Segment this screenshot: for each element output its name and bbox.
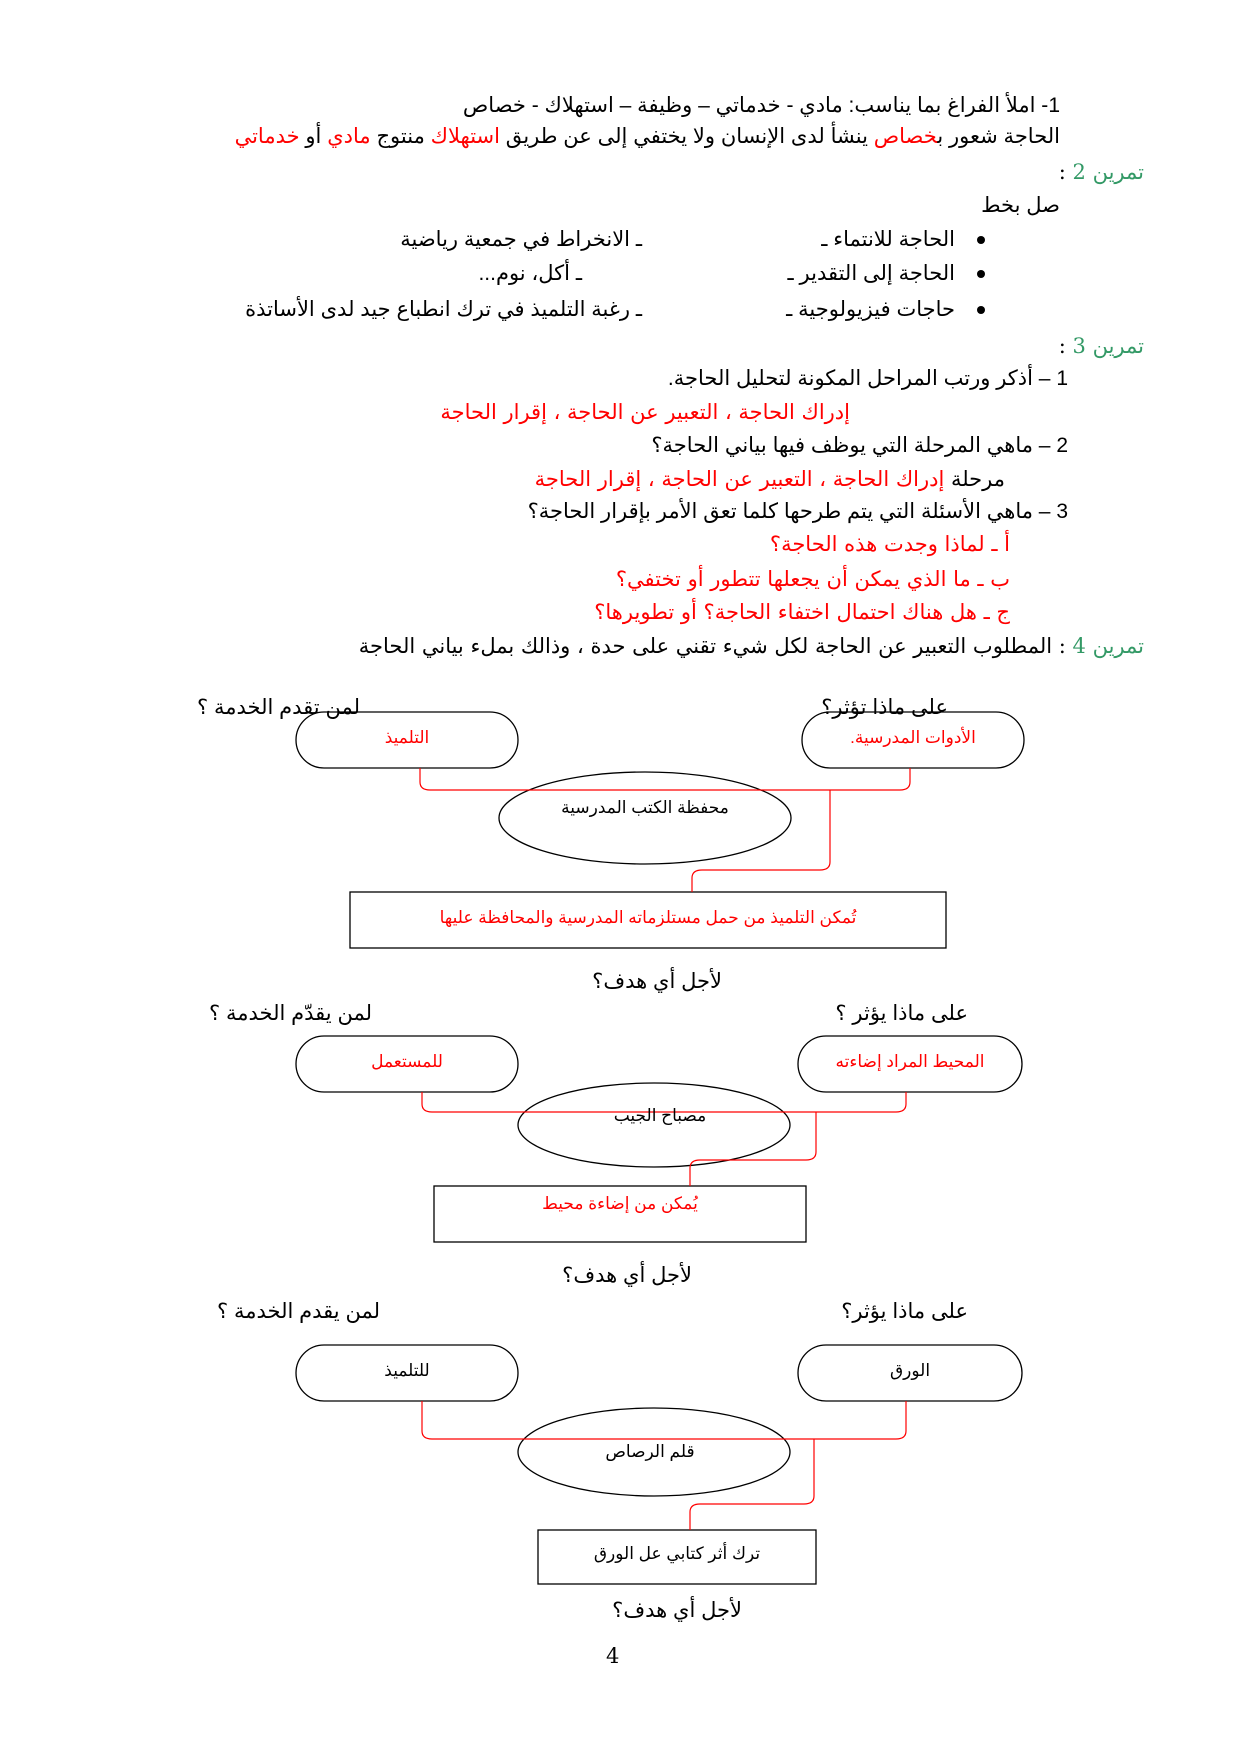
acts-on-value: الورق — [889, 1361, 931, 1380]
page-number: 4 — [606, 1644, 620, 1668]
serves-value: التلميذ — [384, 728, 430, 747]
question-goal: لأجل أي هدف؟ — [612, 1599, 742, 1622]
question-acts-on: على ماذا تؤثر؟ — [821, 696, 948, 719]
ex1-s1: الحاجة شعور ب — [937, 125, 1060, 148]
product-name: قلم الرصاص — [605, 1442, 695, 1461]
question-serves: لمن تقدم الخدمة ؟ — [197, 696, 360, 719]
ex2-left-item: الحاجة للانتماء ـ — [821, 226, 985, 254]
ex1-answer-3: مادي — [327, 125, 371, 148]
ex2-colon: : — [1058, 160, 1073, 184]
link-line — [422, 1401, 906, 1439]
ex3-answer-2-value: إدراك الحاجة ، التعبير عن الحاجة ، إقرار الحاجة — [534, 467, 945, 491]
ex2-right-item: ـ الانخراط في جمعية رياضية — [400, 228, 642, 251]
link-line — [420, 768, 910, 790]
product-name: مصباح الجيب — [613, 1106, 707, 1125]
serves-value: للتلميذ — [384, 1361, 430, 1380]
ex2-left-item: الحاجة إلى التقدير ـ — [788, 260, 985, 288]
ex3-colon: : — [1058, 334, 1073, 358]
question-goal: لأجل أي هدف؟ — [562, 1264, 692, 1287]
ex1-answer-2: استهلاك — [430, 125, 500, 148]
ex3-answer-c: ج ـ هل هناك احتمال اختفاء الحاجة؟ أو تطويرها؟ — [594, 600, 1010, 624]
goal-value: تُمكن التلميذ من حمل مستلزماته المدرسية والمحافظة عليها — [439, 908, 857, 927]
ex2-instruction: صل بخط — [981, 194, 1060, 217]
acts-on-value: المحيط المراد إضاءته — [835, 1052, 985, 1071]
ex4-title: تمرين 4 — [1072, 634, 1144, 658]
ex3-answer-1: إدراك الحاجة ، التعبير عن الحاجة ، إقرار الحاجة — [440, 400, 850, 424]
serves-value: للمستعمل — [371, 1052, 443, 1071]
ex4-instruction: المطلوب التعبير عن الحاجة لكل شيء تقني على حدة ، وذالك بملء بياني الحاجة — [358, 634, 1053, 658]
ex1-answer-4: خدماتي — [234, 125, 300, 148]
product-ellipse — [499, 772, 791, 864]
question-acts-on: على ماذا يؤثر ؟ — [835, 1002, 968, 1025]
ex2-left-item: حاجات فيزيولوجية ـ — [786, 296, 985, 324]
ex3-answer-b: ب ـ ما الذي يمكن أن يجعلها تتطور أو تختفي؟ — [615, 567, 1010, 591]
ex3-question-1: 1 – أذكر ورتب المراحل المكونة لتحليل الحاجة. — [667, 367, 1068, 390]
question-serves: لمن يقدم الخدمة ؟ — [217, 1300, 380, 1323]
ex1-s4: أو — [299, 125, 328, 148]
goal-value: يُمكن من إضاءة محيط — [542, 1194, 698, 1213]
ex2-right-item: ـ رغبة التلميذ في ترك انطباع جيد لدى الأساتذة — [245, 298, 642, 321]
ex2-right-item: ـ أكل، نوم... — [478, 262, 582, 285]
product-name: محفظة الكتب المدرسية — [561, 798, 729, 817]
question-acts-on: على ماذا يؤثر؟ — [841, 1300, 968, 1323]
ex3-question-3: 3 – ماهي الأسئلة التي يتم طرحها كلما تعق الأمر بإقرار الحاجة؟ — [527, 500, 1068, 523]
acts-on-value: الأدوات المدرسية. — [850, 728, 976, 747]
ex1-instruction: 1- املأ الفراغ بما يناسب: مادي - خدماتي – وظيفة – استهلاك - خصاص — [462, 94, 1060, 117]
ex1-s3: منتوج — [370, 125, 431, 148]
question-serves: لمن يقدّم الخدمة ؟ — [209, 1002, 372, 1025]
question-goal: لأجل أي هدف؟ — [592, 970, 722, 993]
goal-value: ترك أثر كتابي عل الورق — [593, 1544, 761, 1563]
ex1-answer-1: خصاص — [873, 125, 938, 148]
ex3-answer-a: أ ـ لماذا وجدت هذه الحاجة؟ — [769, 532, 1010, 556]
ex3-question-2: 2 – ماهي المرحلة التي يوظف فيها بياني الحاجة؟ — [651, 434, 1068, 457]
ex2-title: تمرين 2 — [1072, 160, 1144, 184]
ex3-title: تمرين 3 — [1072, 334, 1144, 358]
ex1-s2: ينشأ لدى الإنسان ولا يختفي إلى عن طريق — [499, 125, 874, 148]
ex4-colon: : — [1052, 634, 1073, 658]
ex3-answer-2: مرحلة إدراك الحاجة ، التعبير عن الحاجة ، إقرار الحاجة — [534, 467, 1005, 491]
